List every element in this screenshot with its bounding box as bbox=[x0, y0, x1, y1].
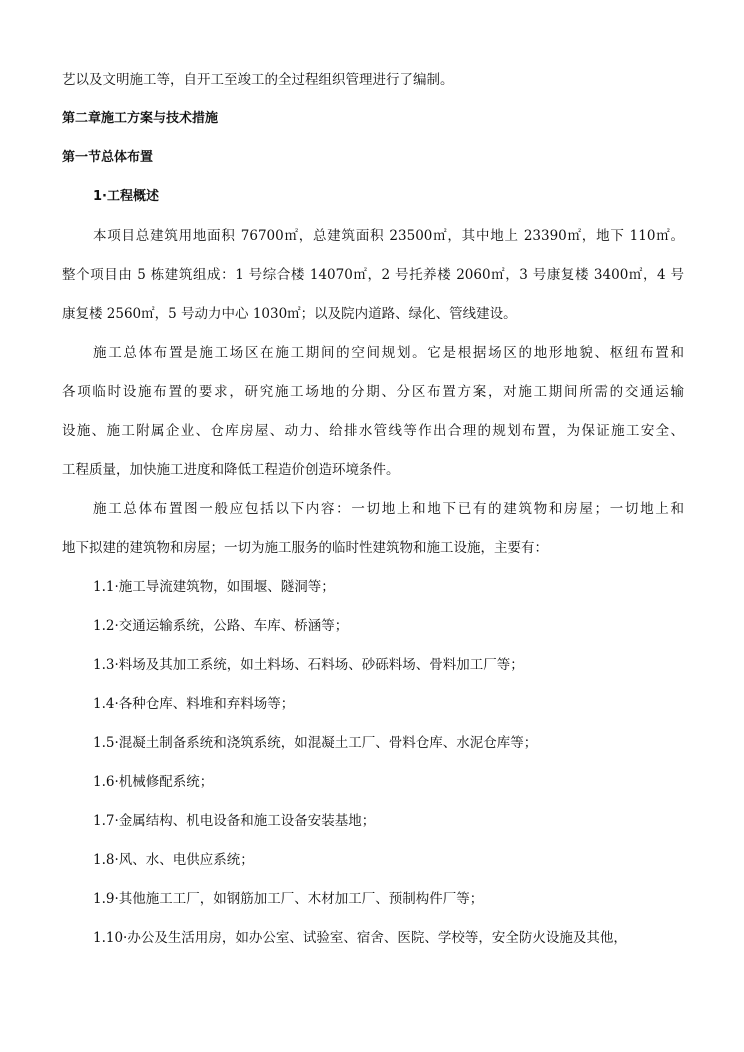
list-item: 1.7·金属结构、机电设备和施工设备安装基地； bbox=[93, 813, 376, 829]
paragraph-line: 各项临时设施布置的要求，研究施工场地的分期、分区布置方案，对施工期间所需的交通运输 bbox=[62, 384, 684, 400]
paragraph-line: 施工总体布置图一般应包括以下内容：一切地上和地下已有的建筑物和房屋；一切地上和 bbox=[93, 501, 684, 517]
paragraph-line: 工程质量，加快施工进度和降低工程造价创造环境条件。 bbox=[62, 462, 400, 478]
paragraph-overview bbox=[62, 224, 684, 341]
paragraph-line: 地下拟建的建筑物和房屋；一切为施工服务的临时性建筑物和施工设施，主要有： bbox=[62, 540, 548, 556]
list-item: 1.9·其他施工工厂，如钢筋加工厂、木材加工厂、预制构件厂等； bbox=[93, 891, 484, 907]
subsection-heading: 1·工程概述 bbox=[93, 189, 159, 204]
paragraph-line: 施工总体布置是施工场区在施工期间的空间规划。它是根据场区的地形地貌、枢纽布置和 bbox=[93, 345, 684, 361]
list-item: 1.3·料场及其加工系统，如土料场、石料场、砂砾料场、骨料加工厂等； bbox=[93, 657, 524, 673]
paragraph-line: 本项目总建筑用地面积 76700㎡，总建筑面积 23500㎡，其中地上 23390㎡，地下 110㎡。 bbox=[93, 228, 684, 244]
paragraph-layout-definition bbox=[62, 341, 684, 497]
intro-line: 艺以及文明施工等，自开工至竣工的全过程组织管理进行了编制。 bbox=[62, 72, 454, 88]
section-heading: 第一节总体布置 bbox=[62, 150, 154, 165]
list-item: 1.8·风、水、电供应系统； bbox=[93, 852, 254, 868]
list-item: 1.1·施工导流建筑物，如围堰、隧洞等； bbox=[93, 579, 335, 595]
list-item: 1.4·各种仓库、料堆和弃料场等； bbox=[93, 696, 295, 712]
facility-list bbox=[62, 575, 684, 965]
list-item: 1.10·办公及生活用房，如办公室、试验室、宿舍、医院、学校等，安全防火设施及其他， bbox=[93, 930, 627, 946]
chapter-heading: 第二章施工方案与技术措施 bbox=[62, 111, 219, 126]
paragraph-line: 康复楼 2560㎡，5 号动力中心 1030㎡；以及院内道路、绿化、管线建设。 bbox=[62, 306, 517, 322]
list-item: 1.5·混凝土制备系统和浇筑系统，如混凝土工厂、骨料仓库、水泥仓库等； bbox=[93, 735, 538, 751]
paragraph-line: 设施、施工附属企业、仓库房屋、动力、给排水管线等作出合理的规划布置，为保证施工安全、 bbox=[62, 423, 684, 439]
paragraph-line: 整个项目由 5 栋建筑组成：1 号综合楼 14070㎡，2 号托养楼 2060㎡，3 号康复楼 3400㎡，4 号 bbox=[62, 267, 684, 283]
document-page bbox=[62, 68, 684, 965]
list-item: 1.6·机械修配系统； bbox=[93, 774, 214, 790]
paragraph-layout-contents bbox=[62, 497, 684, 575]
list-item: 1.2·交通运输系统，公路、车库、桥涵等； bbox=[93, 618, 349, 634]
